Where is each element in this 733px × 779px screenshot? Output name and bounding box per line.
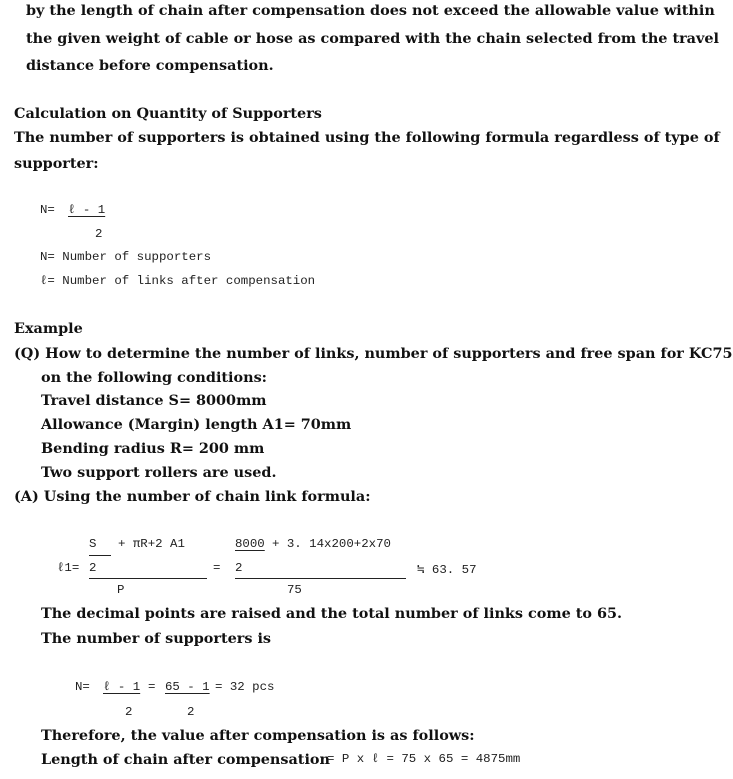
- length-label: Length of chain after compensation: [41, 751, 330, 768]
- formula2-top-num: 8000: [235, 537, 265, 551]
- formula1-def-l: ℓ= Number of links after compensation: [40, 274, 316, 288]
- result-line-2: The number of supporters is: [41, 630, 272, 647]
- section-body-line-2: supporter:: [14, 155, 99, 172]
- formula1-denominator: 2: [95, 227, 103, 241]
- formula1-def-n: N= Number of supporters: [40, 250, 212, 264]
- intro-line-3: distance before compensation.: [26, 57, 274, 74]
- formula3-den2: 2: [187, 705, 195, 719]
- section-body-line-1: The number of supporters is obtained using the following formula regardless of type of: [14, 129, 720, 146]
- formula3-num2: 65 - 1: [165, 680, 210, 694]
- condition-4: Two support rollers are used.: [41, 464, 277, 481]
- answer-line: (A) Using the number of chain link formula:: [14, 488, 371, 505]
- condition-2: Allowance (Margin) length A1= 70mm: [41, 416, 352, 433]
- example-heading: Example: [14, 320, 83, 337]
- formula1-lhs: N=: [40, 203, 55, 217]
- formula2-bottom-left: P: [117, 583, 125, 597]
- question-line-2: on the following conditions:: [41, 369, 267, 386]
- condition-1: Travel distance S= 8000mm: [41, 392, 267, 409]
- formula2-fraction-bar-left: [89, 578, 207, 579]
- formula2-equals: =: [213, 561, 221, 575]
- formula2-fraction-bar-right: [235, 578, 406, 579]
- formula3-result: = 32 pcs: [215, 680, 275, 694]
- intro-line-2: the given weight of cable or hose as compared with the chain selected from the travel: [26, 30, 719, 47]
- length-expression: = P x ℓ = 75 x 65 = 4875mm: [327, 752, 521, 766]
- formula2-approx: ≒ 63. 57: [417, 563, 477, 577]
- section-heading: Calculation on Quantity of Supporters: [14, 105, 322, 122]
- question-line-1: (Q) How to determine the number of links, number of supporters and free span for KC75: [14, 345, 733, 362]
- formula2-lhs: ℓ1=: [57, 561, 80, 575]
- formula3-num1: ℓ - 1: [103, 680, 141, 694]
- formula2-bottom-right: 75: [287, 583, 302, 597]
- formula3-den1: 2: [125, 705, 133, 719]
- formula2-top-rest: + πR+2 A1: [118, 537, 185, 551]
- formula1-numerator: ℓ - 1: [68, 203, 106, 217]
- formula2-s-underline: [89, 555, 111, 556]
- formula3-lhs: N=: [75, 680, 90, 694]
- formula3-eq1: =: [148, 680, 156, 694]
- condition-3: Bending radius R= 200 mm: [41, 440, 265, 457]
- therefore-line: Therefore, the value after compensation is as follows:: [41, 727, 475, 744]
- formula2-mid-left: 2: [89, 561, 97, 575]
- intro-line-1: by the length of chain after compensation does not exceed the allowable value within: [26, 2, 715, 19]
- formula2-top-num-rest: + 3. 14x200+2x70: [272, 537, 391, 551]
- formula2-top-s: S: [89, 537, 97, 551]
- result-line-1: The decimal points are raised and the total number of links come to 65.: [41, 605, 623, 622]
- formula2-mid-right: 2: [235, 561, 243, 575]
